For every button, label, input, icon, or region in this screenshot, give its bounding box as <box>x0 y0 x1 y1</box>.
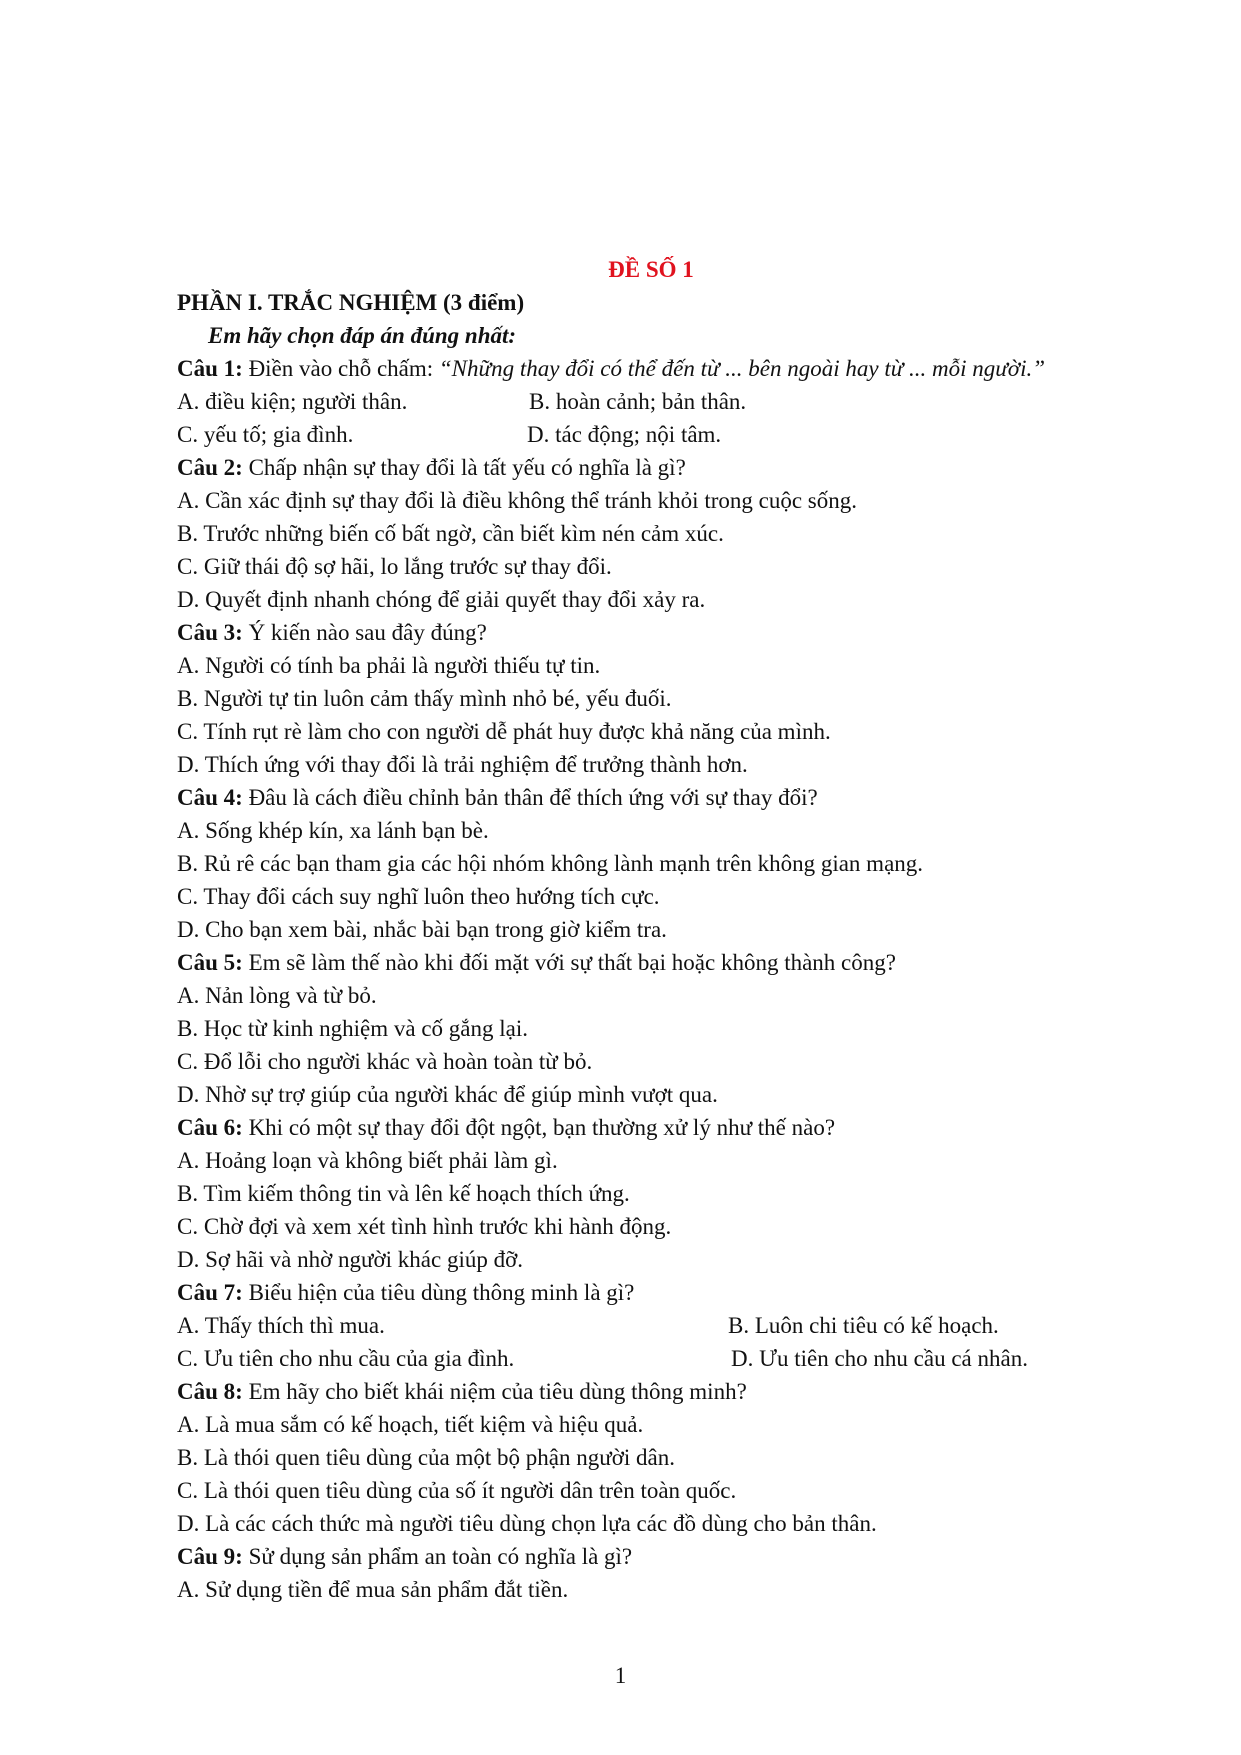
option-a: A. Hoảng loạn và không biết phải làm gì. <box>177 1148 558 1173</box>
question-9 <box>177 1540 1137 1573</box>
question-8 <box>177 1375 1137 1408</box>
options-row <box>177 418 1137 451</box>
question-quote: “Những thay đổi có thể đến từ ... bên ngoài hay từ ... mỗi người.” <box>438 356 1045 381</box>
option-a: A. điều kiện; người thân. <box>177 389 408 414</box>
question-text: Em hãy cho biết khái niệm của tiêu dùng thông minh? <box>248 1379 747 1404</box>
question-text: Sử dụng sản phẩm an toàn có nghĩa là gì? <box>248 1544 633 1569</box>
question-text: Em sẽ làm thế nào khi đối mặt với sự thất bại hoặc không thành công? <box>248 950 896 975</box>
options-row <box>177 1342 1137 1375</box>
question-label: Câu 2: <box>177 455 243 480</box>
option-c: C. Thay đổi cách suy nghĩ luôn theo hướng tích cực. <box>177 884 660 909</box>
option-d: D. Ưu tiên cho nhu cầu cá nhân. <box>731 1346 1028 1371</box>
question-label: Câu 3: <box>177 620 243 645</box>
option-a: A. Cần xác định sự thay đổi là điều không thể tránh khỏi trong cuộc sống. <box>177 488 857 513</box>
option-b: B. hoàn cảnh; bản thân. <box>529 389 747 414</box>
question-text: Điền vào chỗ chấm: <box>248 356 439 381</box>
option-a: A. Nản lòng và từ bỏ. <box>177 983 377 1008</box>
exam-title: ĐỀ SỐ 1 <box>608 257 694 282</box>
option-d: D. Cho bạn xem bài, nhắc bài bạn trong giờ kiểm tra. <box>177 917 667 942</box>
question-text: Biểu hiện của tiêu dùng thông minh là gì? <box>248 1280 635 1305</box>
option-b: B. Rủ rê các bạn tham gia các hội nhóm không lành mạnh trên không gian mạng. <box>177 851 924 876</box>
option-c: C. Tính rụt rè làm cho con người dễ phát huy được khả năng của mình. <box>177 719 831 744</box>
question-text: Ý kiến nào sau đây đúng? <box>248 620 487 645</box>
question-label: Câu 1: <box>177 356 243 381</box>
question-5 <box>177 946 1137 979</box>
question-label: Câu 5: <box>177 950 243 975</box>
question-text: Chấp nhận sự thay đổi là tất yếu có nghĩa là gì? <box>248 455 686 480</box>
option-b: B. Học từ kinh nghiệm và cố gắng lại. <box>177 1016 529 1041</box>
option-b: B. Là thói quen tiêu dùng của một bộ phận người dân. <box>177 1445 675 1470</box>
question-6 <box>177 1111 1137 1144</box>
option-b: B. Người tự tin luôn cảm thấy mình nhỏ bé, yếu đuối. <box>177 686 672 711</box>
question-text: Đâu là cách điều chỉnh bản thân để thích ứng với sự thay đổi? <box>248 785 818 810</box>
exam-content <box>177 253 1137 1606</box>
option-c: C. yếu tố; gia đình. <box>177 422 354 447</box>
option-d: D. tác động; nội tâm. <box>527 422 722 447</box>
question-label: Câu 4: <box>177 785 243 810</box>
option-d: D. Thích ứng với thay đổi là trải nghiệm để trưởng thành hơn. <box>177 752 748 777</box>
question-label: Câu 8: <box>177 1379 243 1404</box>
question-3 <box>177 616 1137 649</box>
option-d: D. Sợ hãi và nhờ người khác giúp đỡ. <box>177 1247 524 1272</box>
question-7 <box>177 1276 1137 1309</box>
question-text: Khi có một sự thay đổi đột ngột, bạn thường xử lý như thế nào? <box>248 1115 836 1140</box>
option-a: A. Là mua sắm có kế hoạch, tiết kiệm và hiệu quả. <box>177 1412 644 1437</box>
option-a: A. Người có tính ba phải là người thiếu tự tin. <box>177 653 601 678</box>
question-label: Câu 6: <box>177 1115 243 1140</box>
option-a: A. Sống khép kín, xa lánh bạn bè. <box>177 818 489 843</box>
option-c: C. Là thói quen tiêu dùng của số ít người dân trên toàn quốc. <box>177 1478 737 1503</box>
option-b: B. Tìm kiếm thông tin và lên kế hoạch thích ứng. <box>177 1181 630 1206</box>
option-b: B. Trước những biến cố bất ngờ, cần biết kìm nén cảm xúc. <box>177 521 724 546</box>
option-d: D. Là các cách thức mà người tiêu dùng chọn lựa các đồ dùng cho bản thân. <box>177 1511 877 1536</box>
question-1 <box>177 352 1137 385</box>
section-heading: PHẦN I. TRẮC NGHIỆM (3 điểm) <box>177 290 525 315</box>
option-d: D. Nhờ sự trợ giúp của người khác để giúp mình vượt qua. <box>177 1082 718 1107</box>
page-number: 1 <box>614 1663 627 1688</box>
instruction: Em hãy chọn đáp án đúng nhất: <box>208 323 517 348</box>
option-d: D. Quyết định nhanh chóng để giải quyết thay đổi xảy ra. <box>177 587 706 612</box>
options-row <box>177 385 1137 418</box>
question-2 <box>177 451 1137 484</box>
question-4 <box>177 781 1137 814</box>
options-row <box>177 1309 1137 1342</box>
option-c: C. Giữ thái độ sợ hãi, lo lắng trước sự thay đổi. <box>177 554 612 579</box>
option-b: B. Luôn chi tiêu có kế hoạch. <box>728 1313 999 1338</box>
option-c: C. Chờ đợi và xem xét tình hình trước khi hành động. <box>177 1214 672 1239</box>
option-c: C. Ưu tiên cho nhu cầu của gia đình. <box>177 1346 515 1371</box>
option-a: A. Sử dụng tiền để mua sản phẩm đắt tiền. <box>177 1577 569 1602</box>
question-label: Câu 7: <box>177 1280 243 1305</box>
question-label: Câu 9: <box>177 1544 243 1569</box>
option-c: C. Đổ lỗi cho người khác và hoàn toàn từ bỏ. <box>177 1049 593 1074</box>
option-a: A. Thấy thích thì mua. <box>177 1313 385 1338</box>
